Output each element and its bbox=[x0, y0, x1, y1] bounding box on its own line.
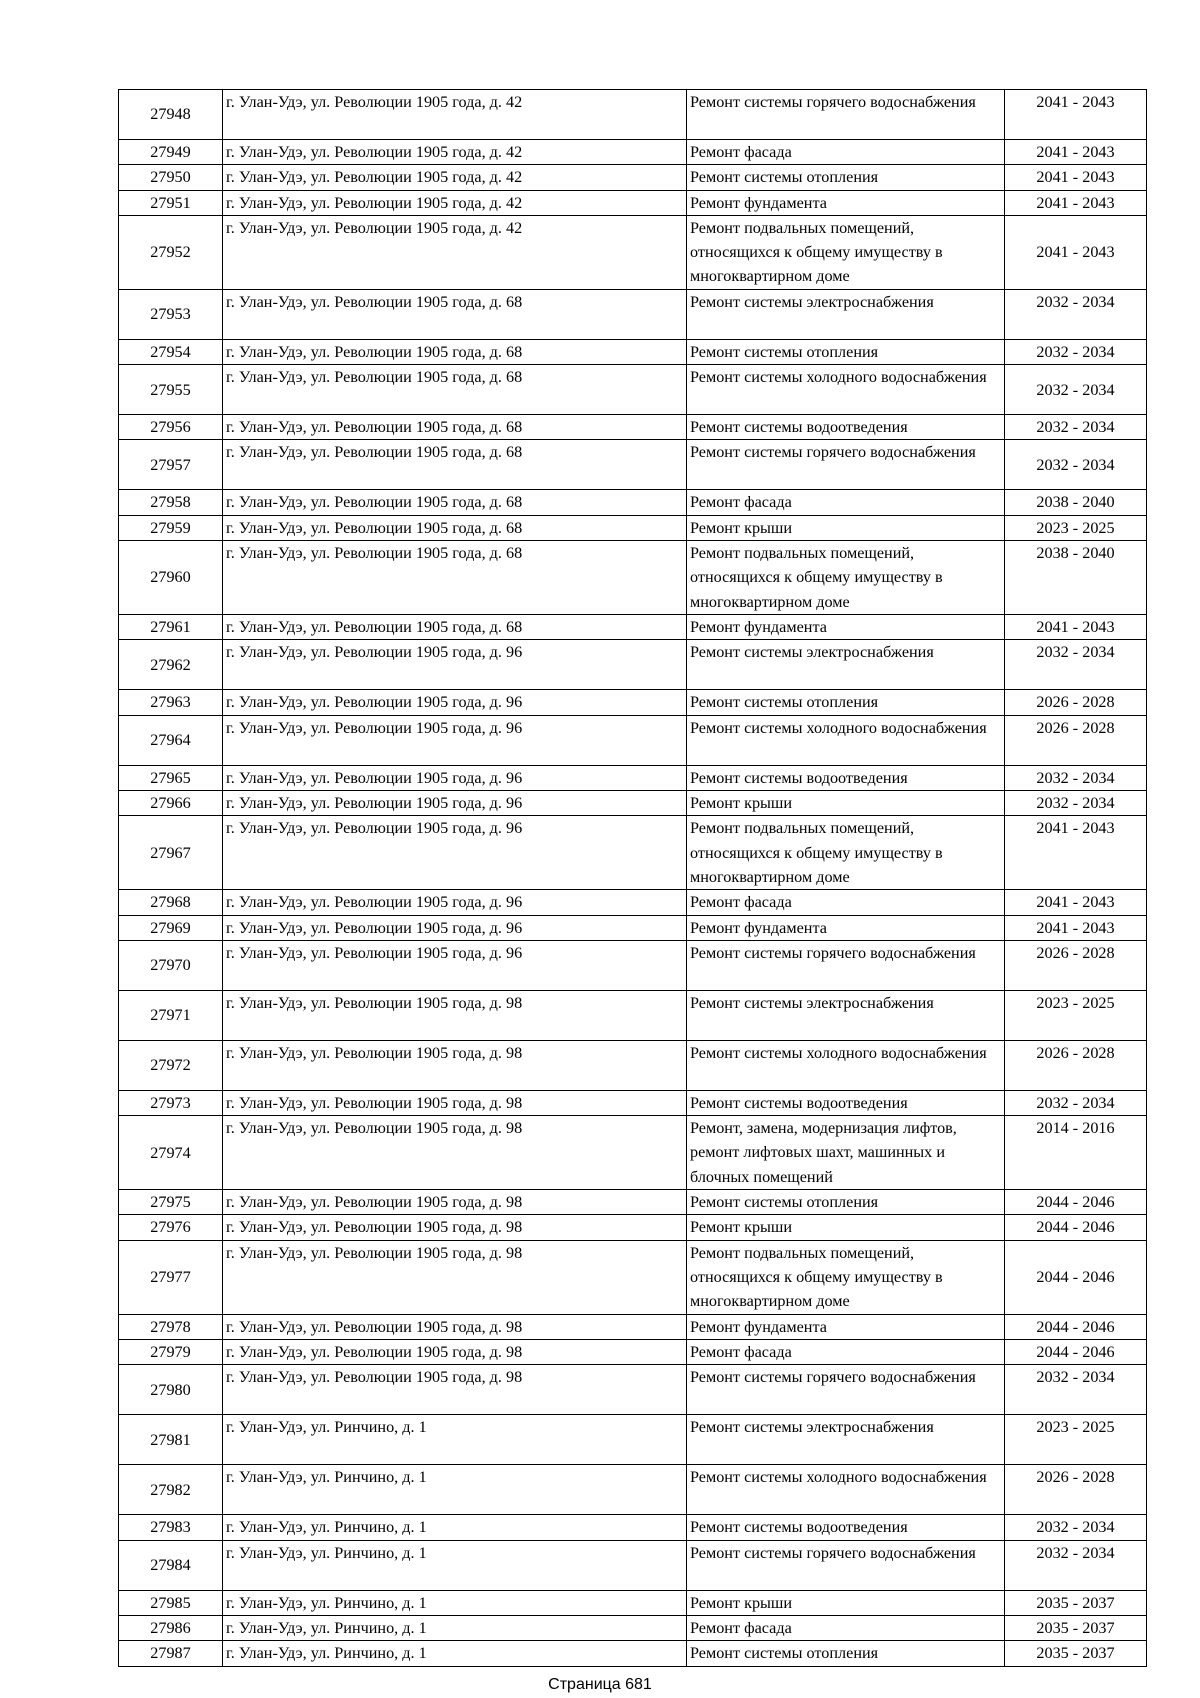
table-row bbox=[119, 165, 1147, 190]
row-work-cell: Ремонт фасада bbox=[687, 1615, 1005, 1640]
row-id-cell: 27962 bbox=[119, 640, 223, 690]
row-id-cell: 27950 bbox=[119, 165, 223, 190]
row-address-cell: г. Улан-Удэ, ул. Ринчино, д. 1 bbox=[223, 1515, 687, 1540]
row-period-cell: 2041 - 2043 bbox=[1005, 190, 1147, 215]
row-id-cell: 27969 bbox=[119, 915, 223, 940]
page-number: Страница 681 bbox=[548, 1676, 652, 1693]
table-row bbox=[119, 1415, 1147, 1465]
row-address-cell: г. Улан-Удэ, ул. Революции 1905 года, д. 98 bbox=[223, 990, 687, 1040]
row-period-cell: 2032 - 2034 bbox=[1005, 365, 1147, 415]
row-work-cell: Ремонт системы водоотведения bbox=[687, 1090, 1005, 1115]
row-address-cell: г. Улан-Удэ, ул. Революции 1905 года, д. 42 bbox=[223, 165, 687, 190]
row-address-cell: г. Улан-Удэ, ул. Революции 1905 года, д. 96 bbox=[223, 690, 687, 715]
table-row bbox=[119, 1515, 1147, 1540]
row-address-cell: г. Улан-Удэ, ул. Революции 1905 года, д. 98 bbox=[223, 1190, 687, 1215]
row-work-cell: Ремонт системы горячего водоснабжения bbox=[687, 1365, 1005, 1415]
row-work-cell: Ремонт системы электроснабжения bbox=[687, 289, 1005, 339]
row-address-cell: г. Улан-Удэ, ул. Революции 1905 года, д. 96 bbox=[223, 915, 687, 940]
row-period-cell: 2032 - 2034 bbox=[1005, 1540, 1147, 1590]
row-id-cell: 27952 bbox=[119, 215, 223, 289]
row-work-cell: Ремонт фундамента bbox=[687, 915, 1005, 940]
table-row bbox=[119, 90, 1147, 140]
row-period-cell: 2026 - 2028 bbox=[1005, 715, 1147, 765]
row-work-cell: Ремонт фасада bbox=[687, 890, 1005, 915]
row-period-cell: 2038 - 2040 bbox=[1005, 541, 1147, 615]
row-work-cell: Ремонт фундамента bbox=[687, 190, 1005, 215]
row-work-cell: Ремонт системы отопления bbox=[687, 1641, 1005, 1666]
row-period-cell: 2014 - 2016 bbox=[1005, 1116, 1147, 1190]
row-address-cell: г. Улан-Удэ, ул. Революции 1905 года, д. 68 bbox=[223, 440, 687, 490]
row-id-cell: 27959 bbox=[119, 515, 223, 540]
row-period-cell: 2032 - 2034 bbox=[1005, 415, 1147, 440]
row-address-cell: г. Улан-Удэ, ул. Революции 1905 года, д. 68 bbox=[223, 365, 687, 415]
table-row bbox=[119, 1590, 1147, 1615]
row-address-cell: г. Улан-Удэ, ул. Ринчино, д. 1 bbox=[223, 1615, 687, 1640]
row-id-cell: 27961 bbox=[119, 615, 223, 640]
row-address-cell: г. Улан-Удэ, ул. Ринчино, д. 1 bbox=[223, 1465, 687, 1515]
table-row bbox=[119, 215, 1147, 289]
row-period-cell: 2041 - 2043 bbox=[1005, 816, 1147, 890]
row-id-cell: 27976 bbox=[119, 1215, 223, 1240]
row-address-cell: г. Улан-Удэ, ул. Революции 1905 года, д. 96 bbox=[223, 790, 687, 815]
row-work-cell: Ремонт подвальных помещений, относящихся к общему имуществу в многоквартирном доме bbox=[687, 1240, 1005, 1314]
row-work-cell: Ремонт, замена, модернизация лифтов, ремонт лифтовых шахт, машинных и блочных помещений bbox=[687, 1116, 1005, 1190]
row-address-cell: г. Улан-Удэ, ул. Революции 1905 года, д. 68 bbox=[223, 615, 687, 640]
row-work-cell: Ремонт фундамента bbox=[687, 615, 1005, 640]
row-id-cell: 27968 bbox=[119, 890, 223, 915]
table-row bbox=[119, 1615, 1147, 1640]
row-address-cell: г. Улан-Удэ, ул. Революции 1905 года, д. 98 bbox=[223, 1116, 687, 1190]
row-work-cell: Ремонт системы холодного водоснабжения bbox=[687, 1465, 1005, 1515]
table-row bbox=[119, 1090, 1147, 1115]
row-period-cell: 2035 - 2037 bbox=[1005, 1641, 1147, 1666]
row-period-cell: 2044 - 2046 bbox=[1005, 1340, 1147, 1365]
table-row bbox=[119, 615, 1147, 640]
table-row bbox=[119, 541, 1147, 615]
row-id-cell: 27964 bbox=[119, 715, 223, 765]
table-row bbox=[119, 915, 1147, 940]
table-row bbox=[119, 365, 1147, 415]
row-work-cell: Ремонт системы отопления bbox=[687, 339, 1005, 364]
row-id-cell: 27966 bbox=[119, 790, 223, 815]
table-row bbox=[119, 1540, 1147, 1590]
row-work-cell: Ремонт системы отопления bbox=[687, 1190, 1005, 1215]
row-id-cell: 27949 bbox=[119, 140, 223, 165]
row-work-cell: Ремонт крыши bbox=[687, 1590, 1005, 1615]
row-id-cell: 27973 bbox=[119, 1090, 223, 1115]
row-work-cell: Ремонт системы электроснабжения bbox=[687, 1415, 1005, 1465]
row-period-cell: 2041 - 2043 bbox=[1005, 140, 1147, 165]
row-period-cell: 2026 - 2028 bbox=[1005, 690, 1147, 715]
table-row bbox=[119, 190, 1147, 215]
table-row bbox=[119, 1365, 1147, 1415]
row-period-cell: 2032 - 2034 bbox=[1005, 339, 1147, 364]
row-period-cell: 2041 - 2043 bbox=[1005, 165, 1147, 190]
row-id-cell: 27983 bbox=[119, 1515, 223, 1540]
row-address-cell: г. Улан-Удэ, ул. Революции 1905 года, д. 42 bbox=[223, 90, 687, 140]
row-address-cell: г. Улан-Удэ, ул. Революции 1905 года, д. 96 bbox=[223, 816, 687, 890]
row-id-cell: 27971 bbox=[119, 990, 223, 1040]
row-id-cell: 27979 bbox=[119, 1340, 223, 1365]
row-address-cell: г. Улан-Удэ, ул. Революции 1905 года, д. 68 bbox=[223, 415, 687, 440]
row-address-cell: г. Улан-Удэ, ул. Ринчино, д. 1 bbox=[223, 1540, 687, 1590]
table-row bbox=[119, 1340, 1147, 1365]
row-period-cell: 2044 - 2046 bbox=[1005, 1215, 1147, 1240]
row-address-cell: г. Улан-Удэ, ул. Революции 1905 года, д. 98 bbox=[223, 1090, 687, 1115]
row-period-cell: 2023 - 2025 bbox=[1005, 515, 1147, 540]
table-row bbox=[119, 1314, 1147, 1339]
table-row bbox=[119, 790, 1147, 815]
row-period-cell: 2041 - 2043 bbox=[1005, 215, 1147, 289]
row-id-cell: 27982 bbox=[119, 1465, 223, 1515]
row-period-cell: 2032 - 2034 bbox=[1005, 1090, 1147, 1115]
row-work-cell: Ремонт крыши bbox=[687, 790, 1005, 815]
row-address-cell: г. Улан-Удэ, ул. Революции 1905 года, д. 42 bbox=[223, 140, 687, 165]
table-row bbox=[119, 1116, 1147, 1190]
row-work-cell: Ремонт системы горячего водоснабжения bbox=[687, 1540, 1005, 1590]
row-period-cell: 2038 - 2040 bbox=[1005, 490, 1147, 515]
table-row bbox=[119, 1240, 1147, 1314]
row-id-cell: 27987 bbox=[119, 1641, 223, 1666]
row-work-cell: Ремонт системы холодного водоснабжения bbox=[687, 365, 1005, 415]
row-id-cell: 27965 bbox=[119, 765, 223, 790]
row-id-cell: 27954 bbox=[119, 339, 223, 364]
table-row bbox=[119, 289, 1147, 339]
row-work-cell: Ремонт системы отопления bbox=[687, 165, 1005, 190]
table-row bbox=[119, 140, 1147, 165]
row-period-cell: 2032 - 2034 bbox=[1005, 1365, 1147, 1415]
row-period-cell: 2026 - 2028 bbox=[1005, 940, 1147, 990]
row-id-cell: 27981 bbox=[119, 1415, 223, 1465]
row-id-cell: 27953 bbox=[119, 289, 223, 339]
row-address-cell: г. Улан-Удэ, ул. Революции 1905 года, д. 68 bbox=[223, 541, 687, 615]
row-period-cell: 2026 - 2028 bbox=[1005, 1465, 1147, 1515]
row-address-cell: г. Улан-Удэ, ул. Ринчино, д. 1 bbox=[223, 1415, 687, 1465]
row-address-cell: г. Улан-Удэ, ул. Революции 1905 года, д. 98 bbox=[223, 1240, 687, 1314]
row-period-cell: 2041 - 2043 bbox=[1005, 890, 1147, 915]
row-address-cell: г. Улан-Удэ, ул. Революции 1905 года, д. 68 bbox=[223, 515, 687, 540]
table-row bbox=[119, 515, 1147, 540]
row-id-cell: 27978 bbox=[119, 1314, 223, 1339]
row-id-cell: 27985 bbox=[119, 1590, 223, 1615]
row-address-cell: г. Улан-Удэ, ул. Революции 1905 года, д. 96 bbox=[223, 715, 687, 765]
row-work-cell: Ремонт фасада bbox=[687, 140, 1005, 165]
table-row bbox=[119, 940, 1147, 990]
row-period-cell: 2032 - 2034 bbox=[1005, 289, 1147, 339]
table-row bbox=[119, 990, 1147, 1040]
row-id-cell: 27984 bbox=[119, 1540, 223, 1590]
row-work-cell: Ремонт системы холодного водоснабжения bbox=[687, 1040, 1005, 1090]
row-id-cell: 27948 bbox=[119, 90, 223, 140]
row-period-cell: 2032 - 2034 bbox=[1005, 765, 1147, 790]
row-period-cell: 2035 - 2037 bbox=[1005, 1590, 1147, 1615]
row-id-cell: 27958 bbox=[119, 490, 223, 515]
row-address-cell: г. Улан-Удэ, ул. Революции 1905 года, д. 96 bbox=[223, 640, 687, 690]
row-work-cell: Ремонт фасада bbox=[687, 1340, 1005, 1365]
row-id-cell: 27975 bbox=[119, 1190, 223, 1215]
table-row bbox=[119, 816, 1147, 890]
row-address-cell: г. Улан-Удэ, ул. Революции 1905 года, д. 96 bbox=[223, 940, 687, 990]
row-period-cell: 2023 - 2025 bbox=[1005, 990, 1147, 1040]
row-period-cell: 2041 - 2043 bbox=[1005, 915, 1147, 940]
row-address-cell: г. Улан-Удэ, ул. Революции 1905 года, д. 42 bbox=[223, 190, 687, 215]
row-work-cell: Ремонт системы горячего водоснабжения bbox=[687, 940, 1005, 990]
table-row bbox=[119, 490, 1147, 515]
row-period-cell: 2044 - 2046 bbox=[1005, 1314, 1147, 1339]
row-address-cell: г. Улан-Удэ, ул. Революции 1905 года, д. 98 bbox=[223, 1340, 687, 1365]
row-work-cell: Ремонт фундамента bbox=[687, 1314, 1005, 1339]
row-id-cell: 27963 bbox=[119, 690, 223, 715]
row-id-cell: 27974 bbox=[119, 1116, 223, 1190]
table-row bbox=[119, 715, 1147, 765]
row-id-cell: 27986 bbox=[119, 1615, 223, 1640]
table-row bbox=[119, 1465, 1147, 1515]
row-work-cell: Ремонт подвальных помещений, относящихся к общему имуществу в многоквартирном доме bbox=[687, 215, 1005, 289]
row-address-cell: г. Улан-Удэ, ул. Революции 1905 года, д. 68 bbox=[223, 289, 687, 339]
row-id-cell: 27957 bbox=[119, 440, 223, 490]
row-work-cell: Ремонт системы горячего водоснабжения bbox=[687, 90, 1005, 140]
table-row bbox=[119, 1215, 1147, 1240]
row-id-cell: 27970 bbox=[119, 940, 223, 990]
row-work-cell: Ремонт крыши bbox=[687, 1215, 1005, 1240]
row-period-cell: 2044 - 2046 bbox=[1005, 1240, 1147, 1314]
row-id-cell: 27955 bbox=[119, 365, 223, 415]
row-address-cell: г. Улан-Удэ, ул. Революции 1905 года, д. 96 bbox=[223, 765, 687, 790]
row-work-cell: Ремонт системы горячего водоснабжения bbox=[687, 440, 1005, 490]
row-work-cell: Ремонт системы водоотведения bbox=[687, 1515, 1005, 1540]
row-work-cell: Ремонт подвальных помещений, относящихся к общему имуществу в многоквартирном доме bbox=[687, 541, 1005, 615]
row-work-cell: Ремонт крыши bbox=[687, 515, 1005, 540]
row-work-cell: Ремонт подвальных помещений, относящихся к общему имуществу в многоквартирном доме bbox=[687, 816, 1005, 890]
row-work-cell: Ремонт системы отопления bbox=[687, 690, 1005, 715]
table-row bbox=[119, 640, 1147, 690]
row-period-cell: 2026 - 2028 bbox=[1005, 1040, 1147, 1090]
row-address-cell: г. Улан-Удэ, ул. Революции 1905 года, д. 98 bbox=[223, 1314, 687, 1339]
table-row bbox=[119, 440, 1147, 490]
row-id-cell: 27956 bbox=[119, 415, 223, 440]
row-period-cell: 2035 - 2037 bbox=[1005, 1615, 1147, 1640]
row-id-cell: 27967 bbox=[119, 816, 223, 890]
row-id-cell: 27980 bbox=[119, 1365, 223, 1415]
row-address-cell: г. Улан-Удэ, ул. Революции 1905 года, д. 42 bbox=[223, 215, 687, 289]
row-address-cell: г. Улан-Удэ, ул. Революции 1905 года, д. 68 bbox=[223, 339, 687, 364]
row-period-cell: 2041 - 2043 bbox=[1005, 90, 1147, 140]
row-work-cell: Ремонт системы электроснабжения bbox=[687, 640, 1005, 690]
row-period-cell: 2023 - 2025 bbox=[1005, 1415, 1147, 1465]
repair-schedule-table bbox=[118, 89, 1147, 1667]
row-period-cell: 2032 - 2034 bbox=[1005, 440, 1147, 490]
row-period-cell: 2032 - 2034 bbox=[1005, 640, 1147, 690]
row-work-cell: Ремонт системы электроснабжения bbox=[687, 990, 1005, 1040]
row-id-cell: 27977 bbox=[119, 1240, 223, 1314]
table-row bbox=[119, 890, 1147, 915]
row-id-cell: 27951 bbox=[119, 190, 223, 215]
row-period-cell: 2032 - 2034 bbox=[1005, 1515, 1147, 1540]
table-row bbox=[119, 1040, 1147, 1090]
row-address-cell: г. Улан-Удэ, ул. Революции 1905 года, д. 96 bbox=[223, 890, 687, 915]
row-address-cell: г. Улан-Удэ, ул. Революции 1905 года, д. 98 bbox=[223, 1365, 687, 1415]
table-row bbox=[119, 415, 1147, 440]
table-row bbox=[119, 1190, 1147, 1215]
row-address-cell: г. Улан-Удэ, ул. Ринчино, д. 1 bbox=[223, 1590, 687, 1615]
row-work-cell: Ремонт системы водоотведения bbox=[687, 765, 1005, 790]
row-id-cell: 27960 bbox=[119, 541, 223, 615]
row-period-cell: 2044 - 2046 bbox=[1005, 1190, 1147, 1215]
row-work-cell: Ремонт фасада bbox=[687, 490, 1005, 515]
row-work-cell: Ремонт системы водоотведения bbox=[687, 415, 1005, 440]
row-address-cell: г. Улан-Удэ, ул. Революции 1905 года, д. 68 bbox=[223, 490, 687, 515]
table-body bbox=[119, 90, 1147, 1667]
row-period-cell: 2041 - 2043 bbox=[1005, 615, 1147, 640]
table-row bbox=[119, 1641, 1147, 1666]
table-row bbox=[119, 690, 1147, 715]
table-row bbox=[119, 765, 1147, 790]
row-address-cell: г. Улан-Удэ, ул. Революции 1905 года, д. 98 bbox=[223, 1215, 687, 1240]
row-address-cell: г. Улан-Удэ, ул. Ринчино, д. 1 bbox=[223, 1641, 687, 1666]
row-work-cell: Ремонт системы холодного водоснабжения bbox=[687, 715, 1005, 765]
row-address-cell: г. Улан-Удэ, ул. Революции 1905 года, д. 98 bbox=[223, 1040, 687, 1090]
table-row bbox=[119, 339, 1147, 364]
row-id-cell: 27972 bbox=[119, 1040, 223, 1090]
row-period-cell: 2032 - 2034 bbox=[1005, 790, 1147, 815]
